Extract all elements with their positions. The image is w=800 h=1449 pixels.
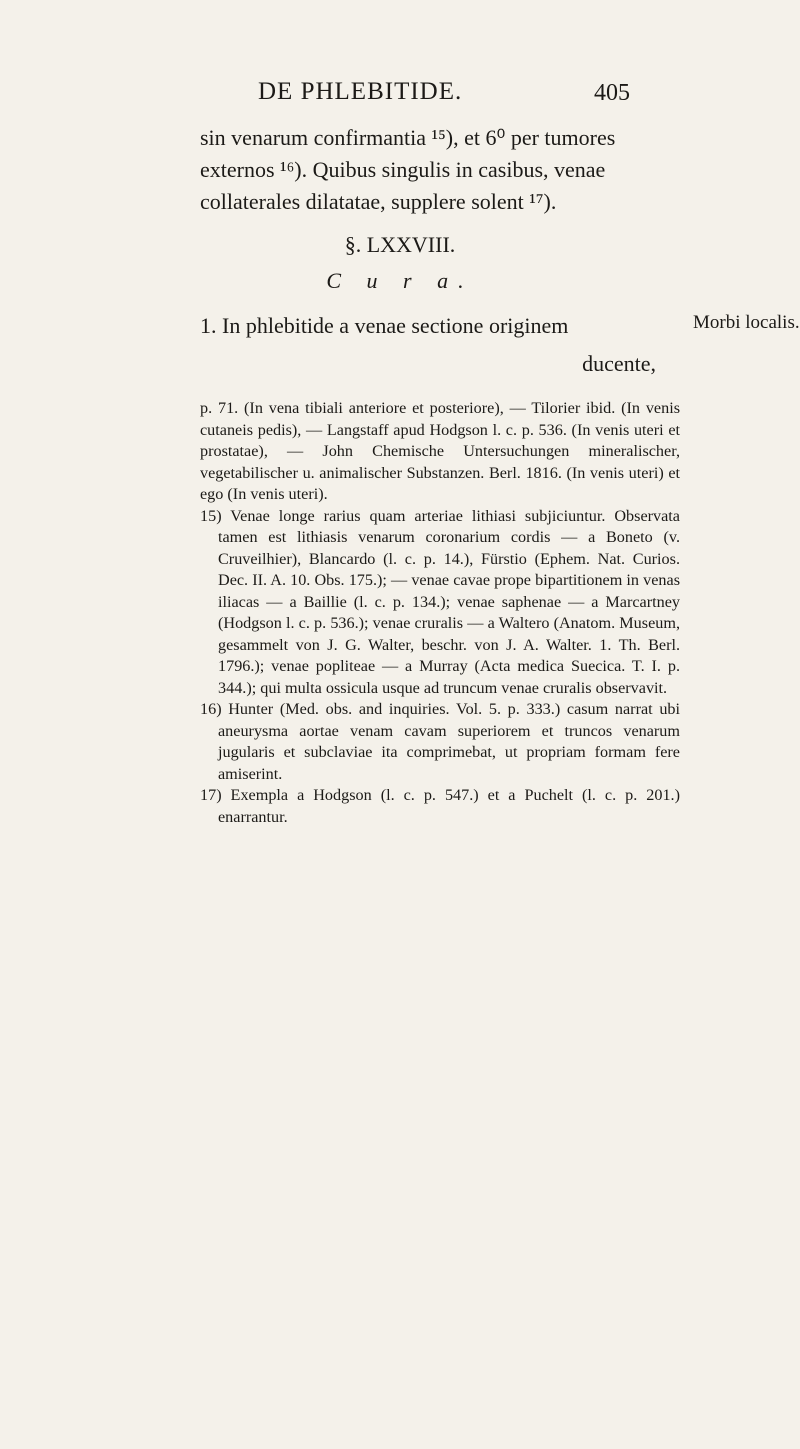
footnote-17: 17) Exempla a Hodgson (l. c. p. 547.) et a Puchelt (l. c. p. 201.) enarrantur. <box>200 786 680 826</box>
footnote-continuation: p. 71. (In vena tibiali anteriore et posteriore), — Tilorier ibid. (In venis cutaneis pedis), — Langstaff apud Hodgson l. c. p. 536. (In venis uteri et prostatae), — John Chemische Untersuchungen mineralischer, vegetabilischer u. animalischer Substanzen. Berl. 1816. (In venis uteri) et ego (In venis uteri). <box>200 399 680 503</box>
marginal-note: Morbi localis. <box>693 312 800 333</box>
section-number: §. LXXVIII. <box>344 232 456 257</box>
main-text <box>200 122 670 218</box>
page-number: 405 <box>594 80 630 106</box>
numbered-item <box>200 307 680 383</box>
footnotes <box>200 398 680 828</box>
footnote-16: 16) Hunter (Med. obs. and inquiries. Vol. 5. p. 333.) casum narrat ubi aneurysma aortae venam cavam superiorem et truncos venarum jugularis et subclaviae ita comprimebat, ut propriam formam fere amiserint. <box>200 700 680 783</box>
footnote-15: 15) Venae longe rarius quam arteriae lithiasi subjiciuntur. Observata tamen est lithiasis venarum coronarium cordis — a Boneto (v. Cruveilhier), Blancardo (l. c. p. 14.), Fürstio (Ephem. Nat. Curios. Dec. II. A. 10. Obs. 175.); — venae cavae prope bipartitionem in venas iliacas — a Baillie (l. c. p. 134.); venae saphenae — a Marcartney (Hodgson l. c. p. 536.); venae cruralis — a Waltero (Anatom. Museum, gesammelt von J. G. Walter, beschr. von J. A. Walter. 1. Th. Berl. 1796.); venae popliteae — a Murray (Acta medica Suecica. T. I. p. 344.); qui multa ossicula usque ad truncum venae cruralis observavit. <box>200 506 680 697</box>
main-paragraph: sin venarum confirmantia ¹⁵), et 6⁰ per tumores externos ¹⁶). Quibus singulis in casibus, venae collaterales dilatatae, supplere solent ¹⁷). <box>200 125 616 214</box>
section-title: C u r a. <box>326 268 474 293</box>
running-head: DE PHLEBITIDE. <box>258 78 463 105</box>
item-line-1: 1. In phlebitide a venae sectione originem <box>200 313 569 338</box>
item-line-2: ducente, <box>582 351 656 376</box>
page-header <box>0 78 800 114</box>
